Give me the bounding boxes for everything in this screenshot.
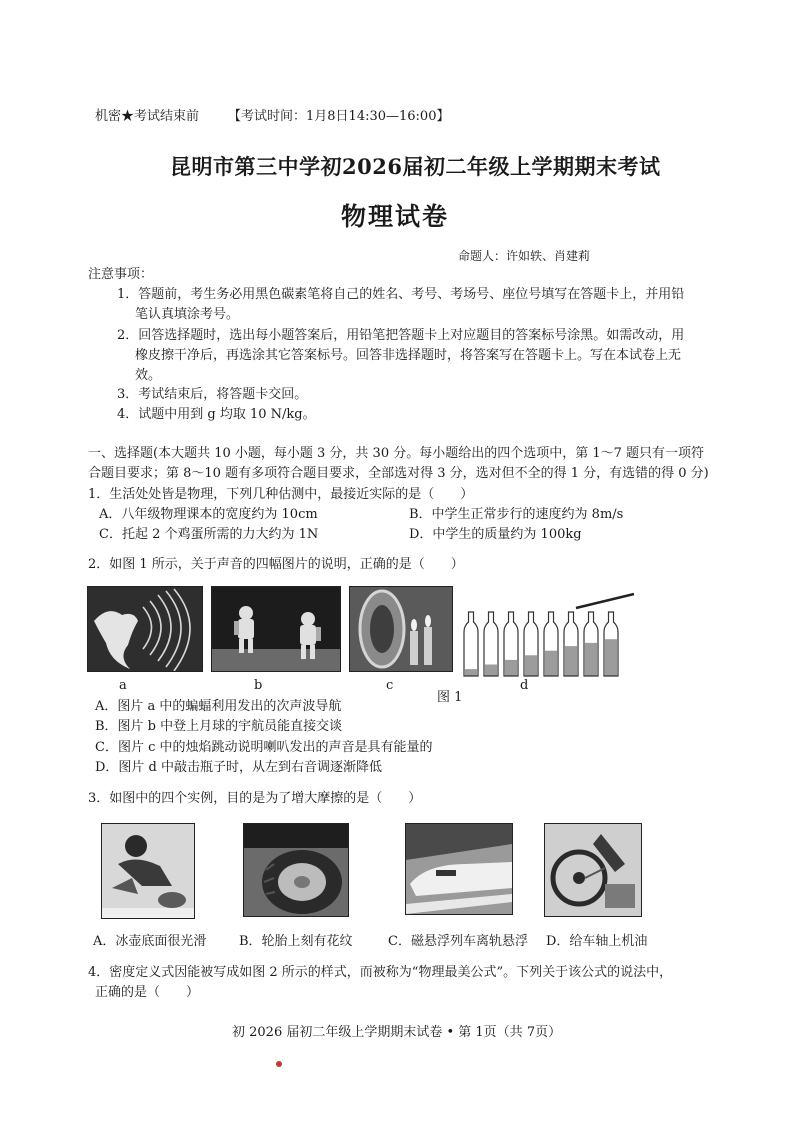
q2-option-a: A．图片 a 中的蝙蝠利用发出的次声波导航 xyxy=(95,699,342,714)
confidential-label: 机密★考试结束前 xyxy=(95,109,200,124)
figure-label-d: d xyxy=(520,678,529,693)
speaker-candle-photo xyxy=(349,586,453,672)
paper-subtitle: 物理试卷 xyxy=(341,202,450,231)
section-instructions: 合题目要求；第 8～10 题有多项符合题目要求，全部选对得 3 分，选对但不全的得 1 分，有选错的得 0 分) xyxy=(88,466,709,481)
bottle-outline xyxy=(464,612,478,676)
curling-photo xyxy=(101,823,195,919)
astronauts-photo xyxy=(211,586,341,672)
note-line: 3．考试结束后，将答题卡交回。 xyxy=(117,387,308,402)
note-line: 笔认真填涂考号。 xyxy=(135,307,240,322)
striking-stick xyxy=(576,594,634,608)
bottle-water xyxy=(505,660,517,676)
bottle xyxy=(564,612,578,676)
q3-option-a: A．冰壶底面很光滑 xyxy=(93,934,207,949)
bottles-figure xyxy=(458,590,638,680)
section-instructions: 一、选择题(本大题共 10 小题，每小题 3 分，共 30 分。每小题给出的四个选项中，第 1～7 题只有一项符 xyxy=(88,446,705,461)
scan-mark xyxy=(276,1061,282,1067)
tire-photo xyxy=(243,823,349,917)
bottle xyxy=(544,612,558,676)
q3-option-b: B．轮胎上刻有花纹 xyxy=(239,934,353,949)
maglev-photo xyxy=(405,823,513,915)
bottle xyxy=(524,612,538,676)
question-3-stem: 3．如图中的四个实例，目的是为了增大摩擦的是（ ） xyxy=(88,791,422,806)
q2-option-d: D．图片 d 中敲击瓶子时，从左到右音调逐渐降低 xyxy=(95,760,383,775)
bottle-water xyxy=(545,651,557,676)
bottle-water xyxy=(565,646,577,676)
question-4-stem-cont: 正确的是（ ） xyxy=(95,985,200,1000)
question-2-stem: 2．如图 1 所示，关于声音的四幅图片的说明，正确的是（ ） xyxy=(88,557,464,572)
figure-label-a: a xyxy=(119,678,127,693)
bottle-water xyxy=(485,665,497,677)
authors: 命题人：许如轶、肖建莉 xyxy=(458,249,591,263)
q3-option-d: D．给车轴上机油 xyxy=(546,934,648,949)
figure-label-c: c xyxy=(386,678,394,693)
bottle xyxy=(584,612,598,676)
exam-time: 【考试时间：1月8日14:30—16:00】 xyxy=(228,109,450,124)
page-footer: 初 2026 届初二年级上学期期末试卷 • 第 1页（共 7页） xyxy=(232,1025,562,1040)
question-4-stem: 4．密度定义式因能被写成如图 2 所示的样式，而被称为“物理最美公式”。下列关于该公式的说法中， xyxy=(88,965,673,980)
question-1-stem: 1．生活处处皆是物理，下列几种估测中，最接近实际的是（ ） xyxy=(88,487,474,502)
q1-option-c: C．托起 2 个鸡蛋所需的力大约为 1N xyxy=(99,527,319,542)
oiling-photo xyxy=(544,823,642,917)
exam-title: 昆明市第三中学初2026届初二年级上学期期末考试 xyxy=(170,154,661,179)
q1-option-a: A．八年级物理课本的宽度约为 10cm xyxy=(99,507,318,522)
note-line: 橡皮擦干净后，再选涂其它答案标号。回答非选择题时，将答案写在答题卡上。写在本试卷上无 xyxy=(135,348,682,363)
bottle-water xyxy=(525,655,537,676)
q2-option-b: B．图片 b 中登上月球的宇航员能直接交谈 xyxy=(95,719,343,734)
note-line: 1．答题前，考生务必用黑色碳素笔将自己的姓名、考号、考场号、座位号填写在答题卡上，并用铅 xyxy=(117,287,685,302)
q3-option-c: C．磁悬浮列车离轨悬浮 xyxy=(388,934,528,949)
figure-label-b: b xyxy=(254,678,263,693)
bat-photo xyxy=(87,586,203,672)
note-line: 4．试题中用到 g 均取 10 N/kg。 xyxy=(117,407,316,422)
q2-option-c: C．图片 c 中的烛焰跳动说明喇叭发出的声音是具有能量的 xyxy=(95,740,433,755)
bottle xyxy=(604,612,618,676)
bottle-water xyxy=(605,639,617,676)
figure-1-caption: 图 1 xyxy=(437,690,463,705)
notes-heading: 注意事项： xyxy=(88,267,154,282)
note-line: 2．回答选择题时，选出每小题答案后，用铅笔把答题卡上对应题目的答案标号涂黑。如需改动，用 xyxy=(117,328,685,343)
note-line: 效。 xyxy=(135,368,162,383)
q1-option-b: B．中学生正常步行的速度约为 8m/s xyxy=(409,507,624,522)
q1-option-d: D．中学生的质量约为 100kg xyxy=(409,527,582,542)
bottle xyxy=(484,612,498,676)
bottle xyxy=(504,612,518,676)
bottle-water xyxy=(465,669,477,676)
bottle xyxy=(464,612,478,676)
bottle-water xyxy=(585,643,597,676)
